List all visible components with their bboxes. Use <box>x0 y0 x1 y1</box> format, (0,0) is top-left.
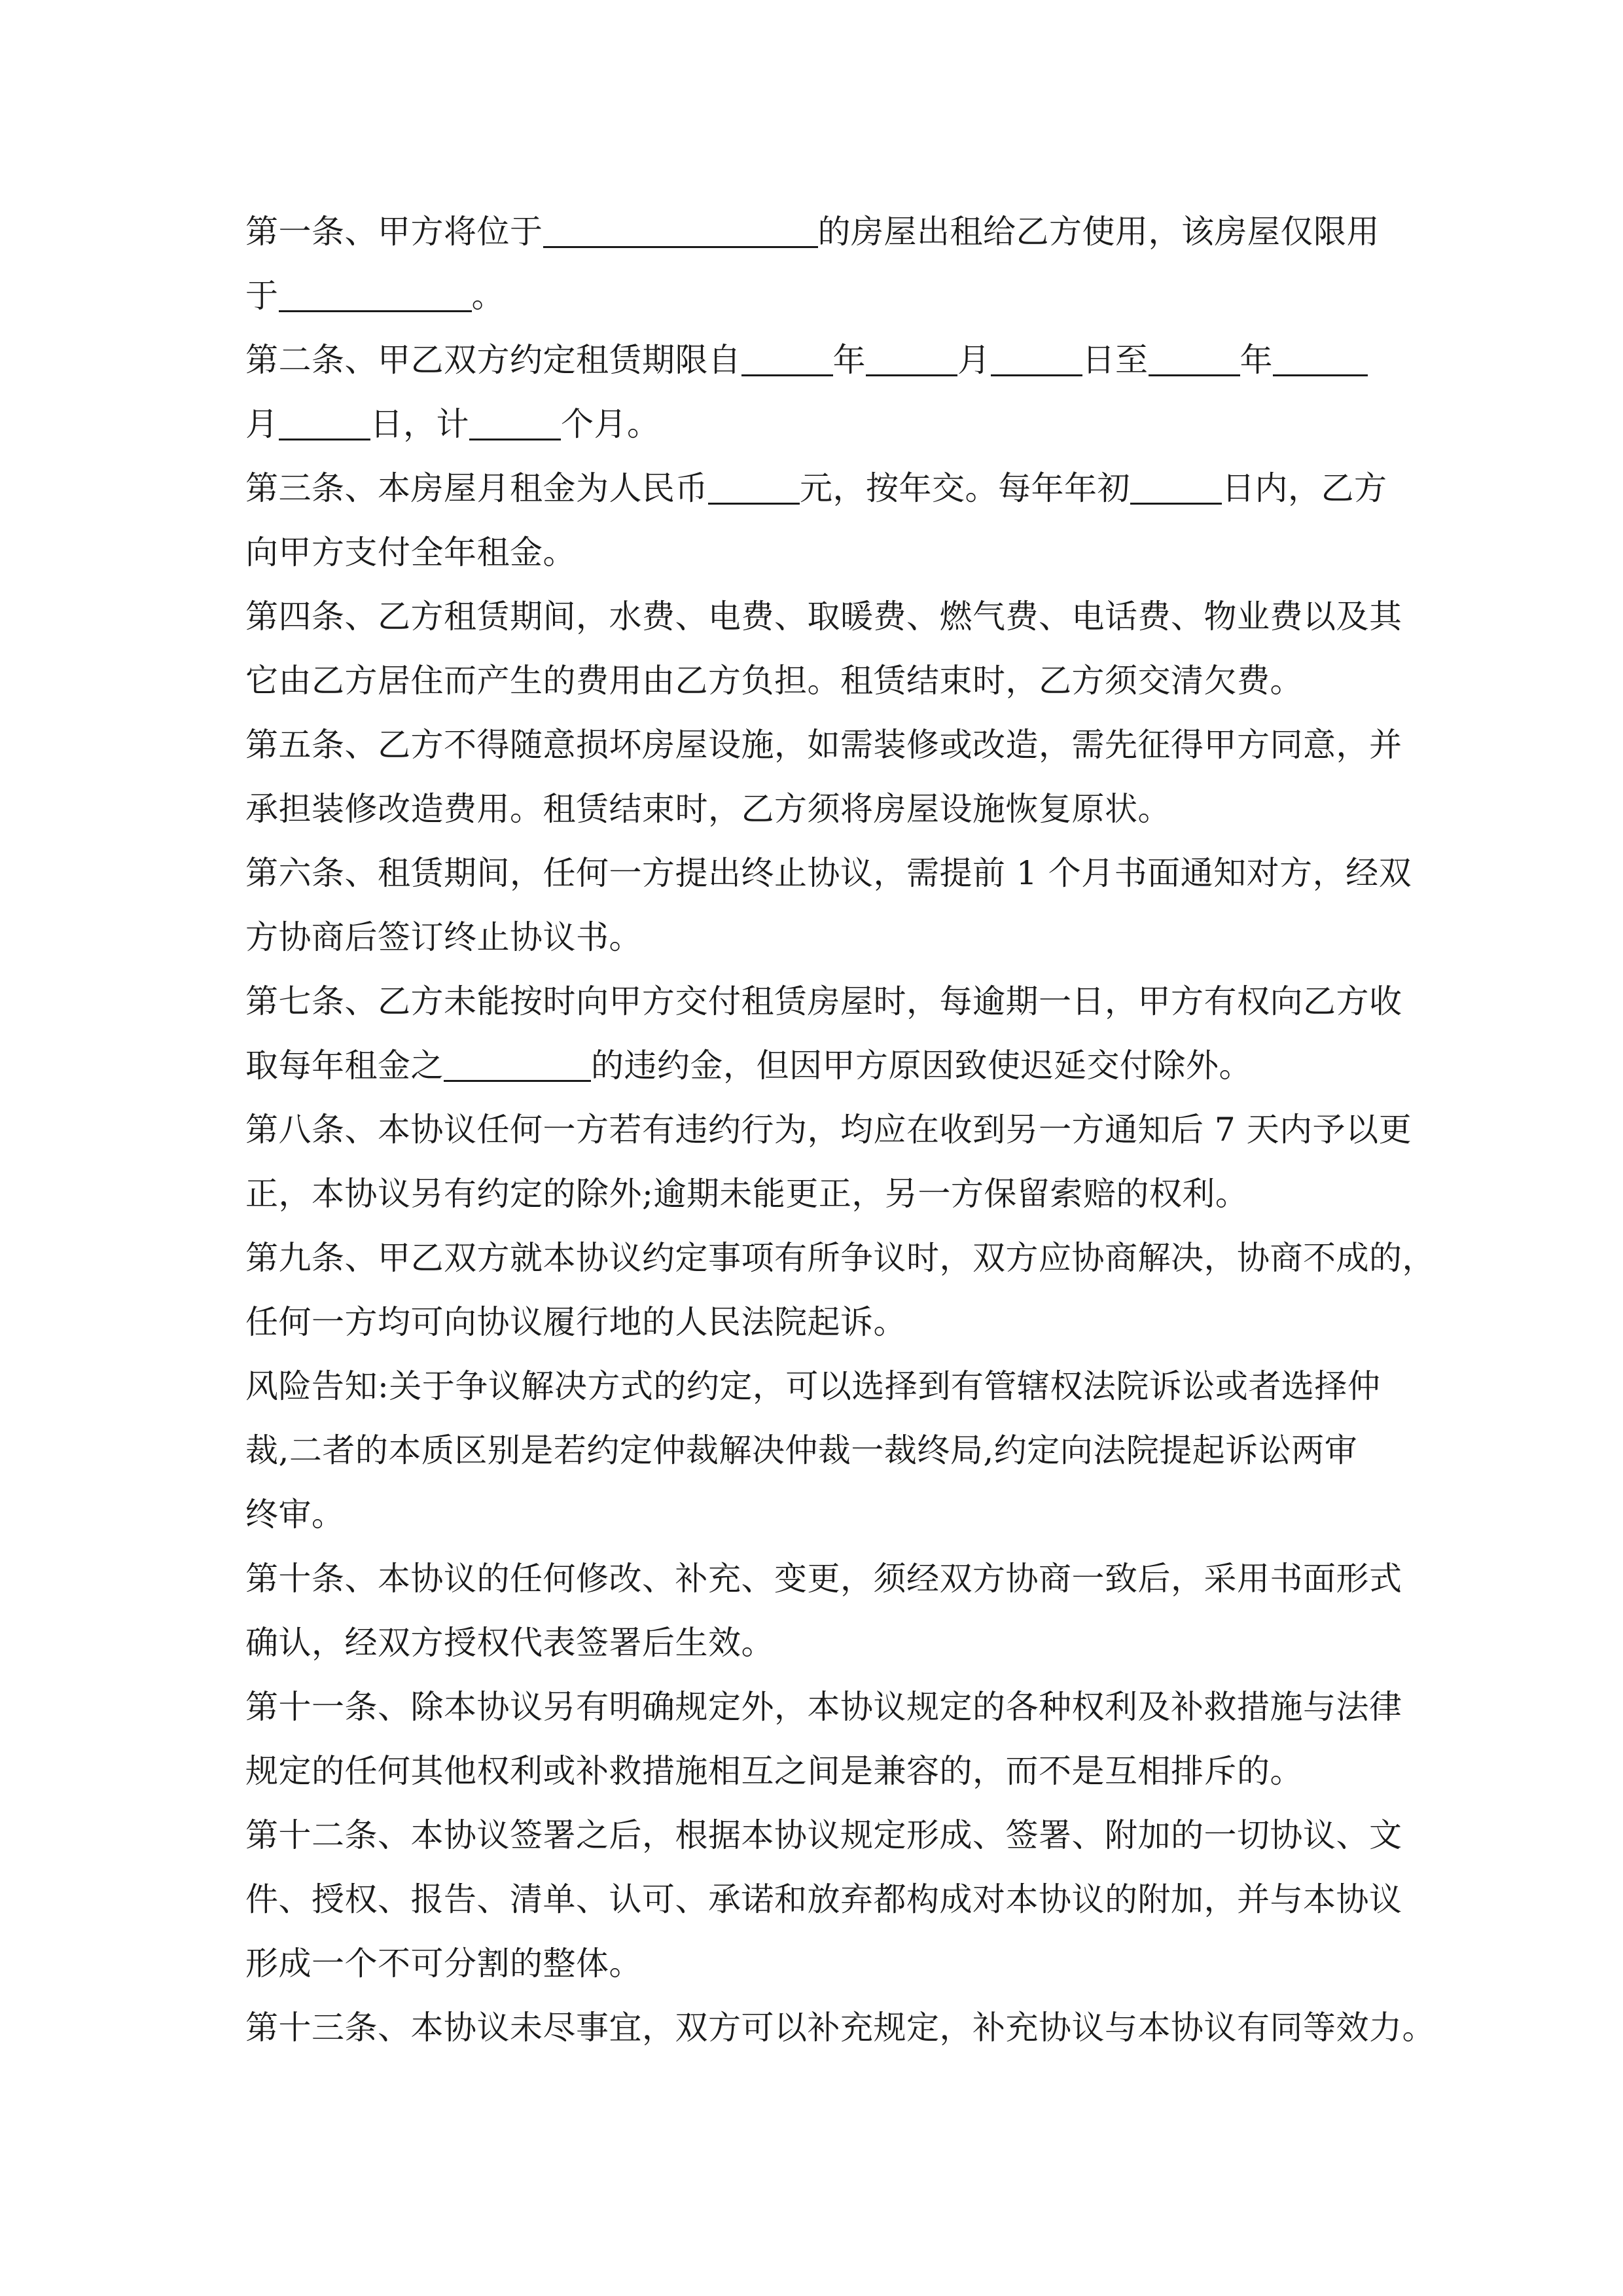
blank-end-day <box>279 402 370 440</box>
clause-text: 个月。 <box>561 405 660 443</box>
blank-start-year <box>741 338 833 376</box>
blank-penalty-rate <box>444 1043 591 1082</box>
clause-12-line-1: 第十二条、本协议签署之后，根据本协议规定形成、签署、附加的一切协议、文 <box>245 1816 1402 1854</box>
clause-text: 日，计 <box>370 405 469 443</box>
clause-text: 第二条、甲乙双方约定租赁期限自 <box>245 341 741 379</box>
blank-monthly-rent <box>708 466 800 505</box>
clause-5-line-1: 第五条、乙方不得随意损坏房屋设施，如需装修或改造，需先征得甲方同意，并 <box>245 726 1402 764</box>
clause-10-line-1: 第十条、本协议的任何修改、补充、变更，须经双方协商一致后，采用书面形式 <box>245 1560 1402 1598</box>
clause-text: 的违约金，但因甲方原因致使迟延交付除外。 <box>591 1047 1252 1085</box>
clause-8-line-1: 第八条、本协议任何一方若有违约行为，均应在收到另一方通知后 7 天内予以更 <box>245 1111 1412 1149</box>
clause-12-line-3: 形成一个不可分割的整体。 <box>245 1945 642 1982</box>
blank-end-year <box>1149 338 1240 376</box>
clause-2-line-2 <box>245 392 1378 456</box>
clause-text: 日至 <box>1082 341 1149 379</box>
clause-text: 第一条、甲方将位于 <box>245 213 543 251</box>
clause-7-line-1: 第七条、乙方未能按时向甲方交付租赁房屋时，每逾期一日，甲方有权向乙方收 <box>245 982 1402 1020</box>
blank-property-location <box>543 209 818 248</box>
blank-payment-days <box>1130 466 1222 505</box>
clause-text: 。 <box>471 277 505 315</box>
clause-13-line-1: 第十三条、本协议未尽事宜，双方可以补充规定，补充协议与本协议有同等效力。 <box>245 2009 1435 2047</box>
clause-4-line-2: 它由乙方居住而产生的费用由乙方负担。租赁结束时，乙方须交清欠费。 <box>245 662 1303 700</box>
clause-6-line-2: 方协商后签订终止协议书。 <box>245 918 642 956</box>
blank-start-month <box>866 338 957 376</box>
risk-notice-line-2: 裁,二者的本质区别是若约定仲裁解决仲裁一裁终局,约定向法院提起诉讼两审 <box>245 1431 1358 1469</box>
blank-property-use <box>279 274 472 312</box>
blank-end-month <box>1273 338 1368 376</box>
clause-2-line-1 <box>245 328 1378 392</box>
blank-start-day <box>991 338 1082 376</box>
clause-text: 日内，乙方 <box>1222 469 1387 507</box>
clause-text: 的房屋出租给乙方使用，该房屋仅限用 <box>817 213 1380 251</box>
clause-9-line-1: 第九条、甲乙双方就本协议约定事项有所争议时，双方应协商解决，协商不成的， <box>245 1239 1435 1277</box>
risk-notice-line-3: 终审。 <box>245 1496 345 1534</box>
clause-3-line-2: 向甲方支付全年租金。 <box>245 533 576 571</box>
clause-text: 月 <box>957 341 991 379</box>
clause-1-line-2 <box>245 264 1378 328</box>
clause-7-line-2 <box>245 1033 1378 1098</box>
clause-text: 元，按年交。每年年初 <box>800 469 1130 507</box>
clause-11-line-1: 第十一条、除本协议另有明确规定外，本协议规定的各种权利及补救措施与法律 <box>245 1688 1402 1726</box>
clause-8-line-2: 正，本协议另有约定的除外;逾期未能更正，另一方保留索赔的权利。 <box>245 1175 1249 1213</box>
clause-text: 取每年租金之 <box>245 1047 444 1085</box>
clause-5-line-2: 承担装修改造费用。租赁结束时，乙方须将房屋设施恢复原状。 <box>245 790 1171 828</box>
risk-notice-line-1: 风险告知:关于争议解决方式的约定，可以选择到有管辖权法院诉讼或者选择仲 <box>245 1367 1381 1405</box>
clause-10-line-2: 确认，经双方授权代表签署后生效。 <box>245 1624 774 1662</box>
clause-11-line-2: 规定的任何其他权利或补救措施相互之间是兼容的，而不是互相排斥的。 <box>245 1752 1303 1790</box>
contract-body <box>245 200 1435 2060</box>
clause-text: 年 <box>832 341 866 379</box>
clause-9-line-2: 任何一方均可向协议履行地的人民法院起诉。 <box>245 1303 906 1341</box>
clause-4-line-1: 第四条、乙方租赁期间，水费、电费、取暖费、燃气费、电话费、物业费以及其 <box>245 598 1402 636</box>
clause-6-line-1: 第六条、租赁期间，任何一方提出终止协议，需提前 1 个月书面通知对方，经双 <box>245 854 1412 892</box>
blank-total-months <box>469 402 561 440</box>
clause-3-line-1 <box>245 456 1387 520</box>
clause-1-line-1 <box>245 200 1378 264</box>
clause-text: 第三条、本房屋月租金为人民币 <box>245 469 708 507</box>
clause-12-line-2: 件、授权、报告、清单、认可、承诺和放弃都构成对本协议的附加，并与本协议 <box>245 1880 1402 1918</box>
clause-text: 年 <box>1240 341 1273 379</box>
clause-text: 月 <box>245 405 279 443</box>
clause-text: 于 <box>245 277 279 315</box>
